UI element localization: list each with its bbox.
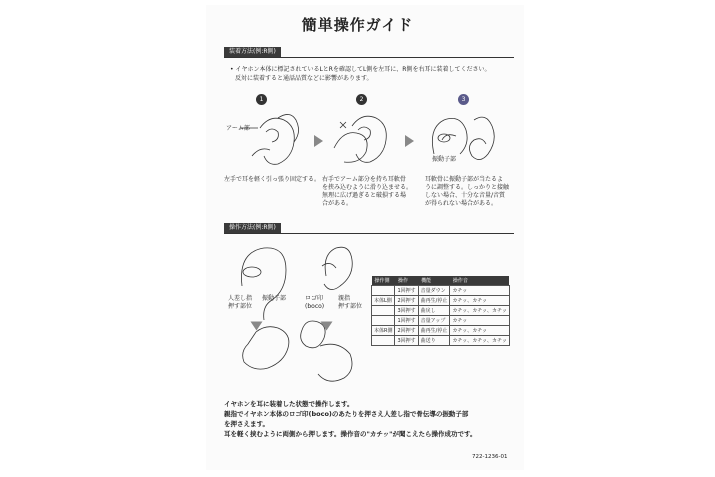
label-line: ロゴ印 — [305, 295, 324, 302]
table-cell: 1回押す — [395, 286, 418, 296]
page-title: 簡単操作ガイド — [301, 16, 414, 34]
table-cell: 曲再生/停止 — [418, 326, 450, 336]
step-3-illustration — [432, 117, 494, 159]
caption-3-line: うに調整する。しっかりと接触 — [425, 184, 510, 191]
section-label: 装着方法(例:R側) — [224, 47, 281, 57]
table-row — [372, 306, 510, 316]
footer-line: を押さえます。 — [224, 420, 269, 428]
label-line: 押す部位 — [338, 303, 363, 310]
caption-3-line: しない場合、十分な音量/音質 — [425, 192, 506, 199]
bullet-1: イヤホン本体に標記されているLとRを確認してL側を左耳に、R側を右耳に装着してください。 — [235, 66, 491, 73]
earphone-right — [324, 247, 352, 289]
label-line: 人差し指 — [228, 295, 253, 302]
table-cell: 曲戻し — [418, 306, 450, 316]
caption-3-line: が得られない場合がある。 — [425, 200, 498, 207]
down-arrow-left — [251, 322, 263, 331]
table-header: 操作 — [395, 276, 418, 286]
label-line: 親指 — [338, 295, 351, 302]
table-cell: 2回押す — [395, 326, 418, 336]
operation-table — [371, 276, 510, 346]
table-row — [372, 286, 510, 296]
table-cell: カチッ、カチッ、カチッ — [450, 306, 510, 316]
footer-line: イヤホンを耳に装着した状態で操作します。 — [224, 400, 354, 408]
footer-line: 親指でイヤホン本体のロゴ印(boco)のあたりを押さえ人差し指で骨伝導の振動子部 — [224, 410, 469, 418]
caption-2-line: 右手でアーム部分を持ち耳軟骨 — [322, 176, 406, 183]
table-cell: 3回押す — [395, 306, 418, 316]
step-number-1: 1 — [256, 94, 267, 105]
step-arrow-1 — [314, 135, 323, 147]
table-header: 機能 — [418, 276, 450, 286]
table-row — [372, 296, 510, 306]
table-header: 操作側 — [372, 276, 395, 286]
step-number-2: 2 — [356, 94, 367, 105]
section-header-operation — [224, 223, 514, 234]
step-2-illustration — [334, 116, 386, 162]
table-row — [372, 336, 510, 346]
table-cell: 音量アップ — [418, 316, 450, 326]
table-cell: 音量ダウン — [418, 286, 450, 296]
table-cell: カチッ — [450, 286, 510, 296]
bullet-text-2: 反対に装着すると通話品質などに影響があります。 — [235, 75, 373, 82]
thumb-label — [338, 295, 362, 311]
table-cell: カチッ — [450, 316, 510, 326]
table-cell: 曲再生/停止 — [418, 296, 450, 306]
label-line: 押す部位 — [228, 303, 253, 310]
vibrator-label-2: 振動子部 — [262, 295, 287, 302]
caption-2-line: 合がある。 — [322, 200, 353, 207]
table-cell: 曲送り — [418, 336, 450, 346]
table-cell — [372, 306, 395, 316]
step-arrow-2 — [405, 135, 414, 147]
footer-line: 耳を軽く挟むように両側から押します。操作音の"カチッ"が聞こえたら操作成功です。 — [224, 430, 477, 438]
table-cell: 1回押す — [395, 316, 418, 326]
step-3-caption — [425, 176, 509, 208]
table-header: 操作音 — [450, 276, 510, 286]
label-line: (boco) — [305, 303, 325, 310]
wearing-illustrations — [222, 108, 512, 170]
footer-instructions — [224, 399, 477, 439]
table-cell — [372, 316, 395, 326]
bullet-text-1: • イヤホン本体に標記されているLとRを確認してL側を左耳に、R側を右耳に装着してください。 — [230, 66, 491, 73]
table-header-row — [372, 276, 510, 286]
table-cell: カチッ、カチッ — [450, 326, 510, 336]
table-cell: 本体L側 — [372, 296, 395, 306]
document-code: 722-1236-01 — [472, 454, 508, 460]
caption-2-line: を挟み込むように滑り込ませる。 — [322, 184, 413, 191]
hand-left — [243, 327, 289, 369]
earphone-left — [243, 267, 261, 277]
section-header-wearing — [224, 47, 514, 58]
caption-3-line: 耳軟骨に振動子部が当たるよ — [425, 176, 504, 183]
arm-label: アーム部 — [226, 125, 250, 132]
index-finger-label — [228, 295, 252, 311]
table-row — [372, 316, 510, 326]
operation-illustrations — [222, 236, 372, 391]
logo-label — [305, 295, 324, 311]
table-cell: カチッ、カチッ — [450, 296, 510, 306]
table-cell: 2回押す — [395, 296, 418, 306]
table-cell: 3回押す — [395, 336, 418, 346]
section-label: 操作方法(例:R側) — [224, 223, 281, 233]
step-number-3: 3 — [458, 94, 469, 105]
step-2-caption — [322, 176, 412, 208]
table-row — [372, 326, 510, 336]
table-cell: 本体R側 — [372, 326, 395, 336]
down-arrow-right — [321, 322, 333, 331]
caption-2-line: 無理に広げ過ぎると破損する場 — [322, 192, 407, 199]
step-1-caption: 左手で耳を軽く引っ張り固定する。 — [224, 176, 321, 183]
step-1-illustration — [240, 114, 299, 164]
table-cell: カチッ、カチッ、カチッ — [450, 336, 510, 346]
table-cell — [372, 286, 395, 296]
hand-right — [318, 344, 352, 381]
table-cell — [372, 336, 395, 346]
vibrator-label-1: 振動子部 — [432, 156, 457, 163]
